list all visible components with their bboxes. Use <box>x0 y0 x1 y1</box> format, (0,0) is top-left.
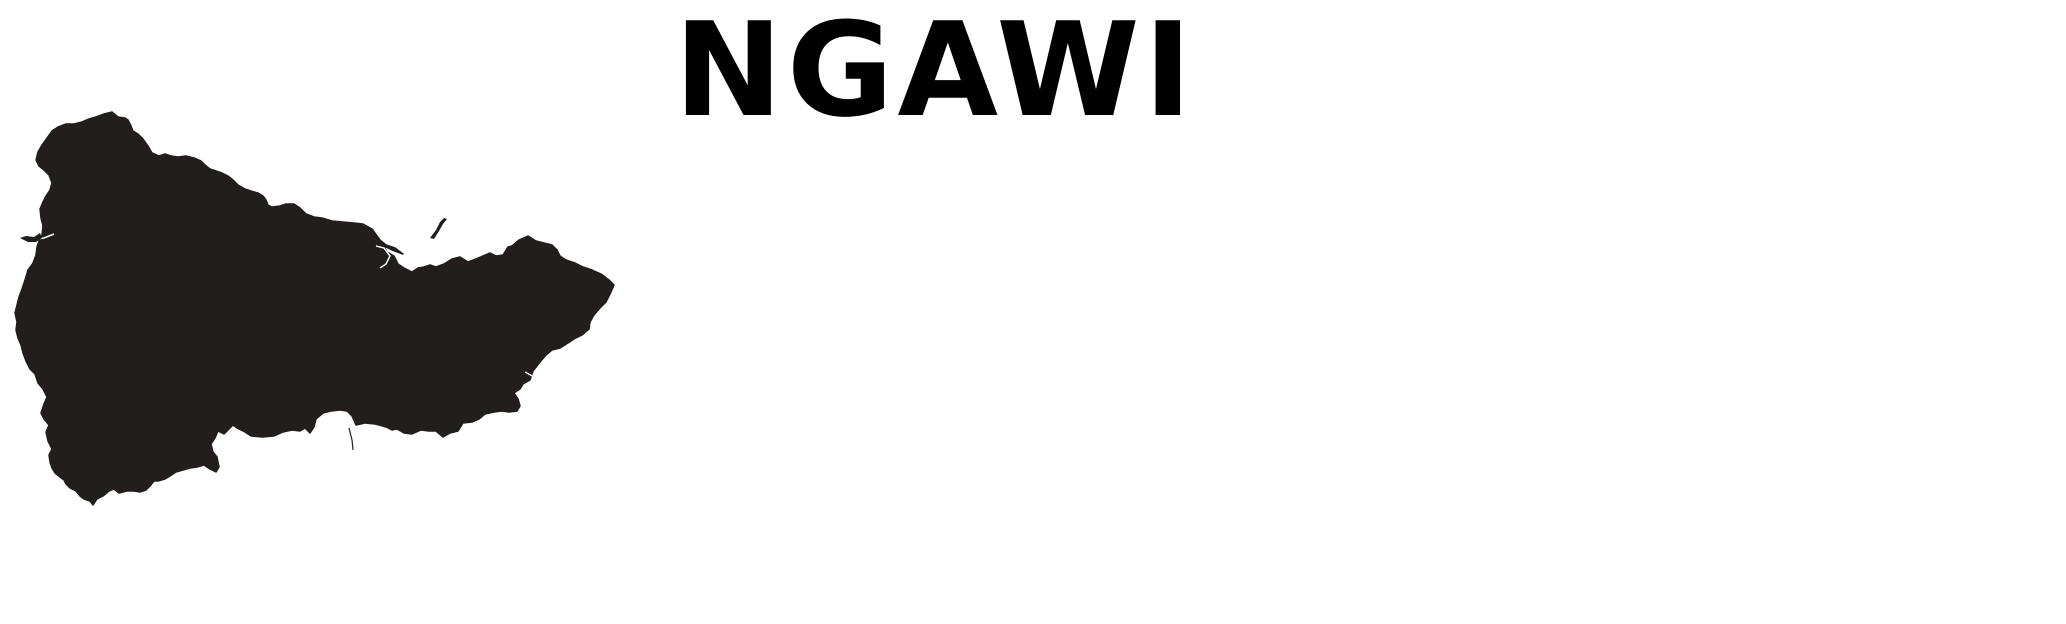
river-south <box>349 428 353 450</box>
map-title: NGAWI <box>673 0 1197 146</box>
region-ngawi[interactable] <box>15 112 614 505</box>
region-ngawi-arm <box>430 218 447 239</box>
